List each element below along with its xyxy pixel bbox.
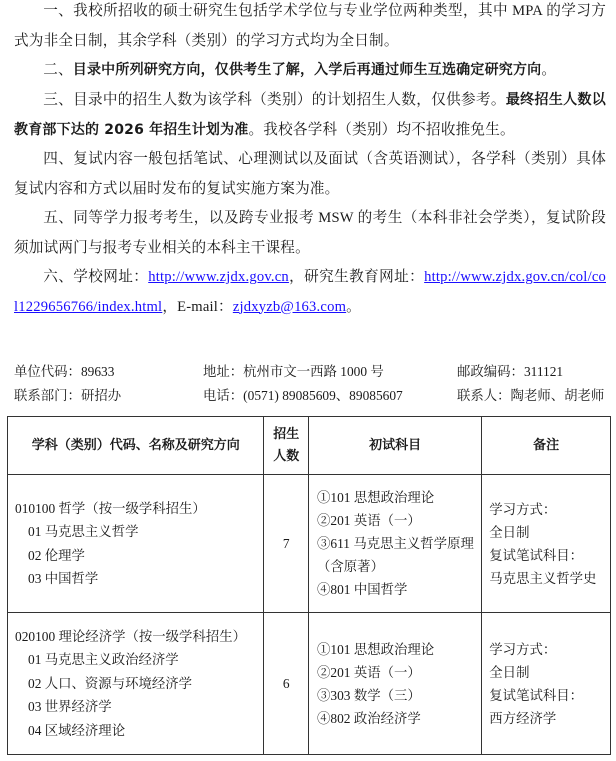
phone: 电话：(0571) 89085609、89085607 [203,388,403,403]
note-2-suffix: 。 [541,62,557,78]
header-remark: 备注 [482,417,611,475]
table-header-row [8,417,611,475]
school-website-link[interactable]: http://www.zjdx.gov.cn [148,269,289,285]
exam-item: ④802 政治经济学 [317,710,421,726]
note-3-suffix: 。我校各学科（类别）均不招收推免生。 [248,121,515,138]
note-4 [14,145,606,204]
exam-item: ①101 思想政治理论 [317,490,435,505]
exam-cell [309,613,482,755]
subject-cell [8,613,264,755]
direction-item: 03 中国哲学 [28,571,99,586]
remark-item: 全日制 [489,664,530,680]
direction-item: 02 伦理学 [28,547,85,563]
note-3-text: 三、目录中的招生人数为该学科（类别）的计划招生人数，仅供参考。 [43,92,506,108]
note-6-prefix: 六、学校网址： [43,269,149,285]
subject-name: 020100 理论经济学（按一级学科招生） [15,628,246,644]
remark-item: 学习方式： [489,501,557,517]
direction-item: 01 马克思主义哲学 [28,524,139,539]
remark-item: 复试笔试科目： [489,547,584,563]
note-6-mid: ，研究生教育网址： [288,269,425,285]
note-6-end: 。 [346,298,361,315]
direction-item: 04 区域经济理论 [28,722,126,738]
catalog-table [7,416,611,755]
postcode: 邮政编码：311121 [457,364,564,379]
remark-item: 马克思主义哲学史 [489,570,597,586]
exam-item: ②201 英语（一） [317,664,421,680]
note-1-text: 一、我校所招收的硕士研究生包括学术学位与专业学位两种类型，其中 MPA 的学习方式为非全日制，其余学科（类别）的学习方式均为全日制。 [14,3,606,49]
graduate-website-link[interactable]: http://www.zjdx.gov.cn/col/col1229656766/index.html [14,269,606,315]
unit-code: 单位代码：89633 [14,364,115,379]
quota-cell: 6 [264,613,309,755]
remark-cell [482,475,611,613]
note-6-email-label: ，E-mail： [162,298,233,315]
remark-item: 全日制 [489,524,530,540]
direction-item: 03 世界经济学 [28,699,112,715]
exam-cell [309,475,482,613]
note-6 [14,263,606,322]
table-row [8,475,611,613]
note-2-bold: 目录中所列研究方向，仅供考生了解，入学后再通过师生互选确定研究方向 [72,62,542,78]
note-3-bold: 最终招生人数以教育部下达的 2026 年招生计划为准 [14,92,607,138]
exam-item: ③611 马克思主义哲学原理 [317,536,474,551]
exam-item: （含原著） [317,559,384,574]
note-5 [14,204,606,263]
note-2-prefix: 二、 [43,62,73,78]
table-row [8,613,611,755]
exam-item: ③303 数学（三） [317,687,421,703]
header-quota-line2: 人数 [273,448,300,464]
header-quota-line1: 招生 [273,426,300,442]
note-4-text: 四、复试内容一般包括笔试、心理测试以及面试（含英语测试），各学科（类别）具体复试内容和方式以届时发布的复试实施方案为准。 [14,151,606,197]
remark-item: 复试笔试科目： [489,687,584,703]
exam-item: ①101 思想政治理论 [317,641,435,657]
exam-item: ②201 英语（一） [317,513,421,528]
note-1 [14,0,606,56]
remark-cell [482,613,611,755]
direction-item: 02 人口、资源与环境经济学 [28,675,193,691]
remark-item: 学习方式： [489,641,557,657]
note-3 [14,86,606,145]
note-5-text: 五、同等学力报考考生，以及跨专业报考 MSW 的考生（本科非社会学类），复试阶段须加试两门与报考专业相关的本科主干课程。 [14,210,606,256]
header-exam: 初试科目 [309,417,482,475]
header-subject: 学科（类别）代码、名称及研究方向 [8,417,264,475]
email-link[interactable]: zjdxyzb@163.com [232,298,347,315]
remark-item: 西方经济学 [489,710,557,726]
contact: 联系人：陶老师、胡老师 [457,388,605,403]
header-quota [264,417,309,475]
note-2 [14,56,606,86]
direction-item: 01 马克思主义政治经济学 [28,652,179,668]
address: 地址：杭州市文一西路 1000 号 [203,364,384,379]
exam-item: ④801 中国哲学 [317,582,408,597]
subject-cell [8,475,264,613]
subject-name: 010100 哲学（按一级学科招生） [15,500,206,516]
quota-cell: 7 [264,475,309,613]
department: 联系部门：研招办 [14,388,122,403]
